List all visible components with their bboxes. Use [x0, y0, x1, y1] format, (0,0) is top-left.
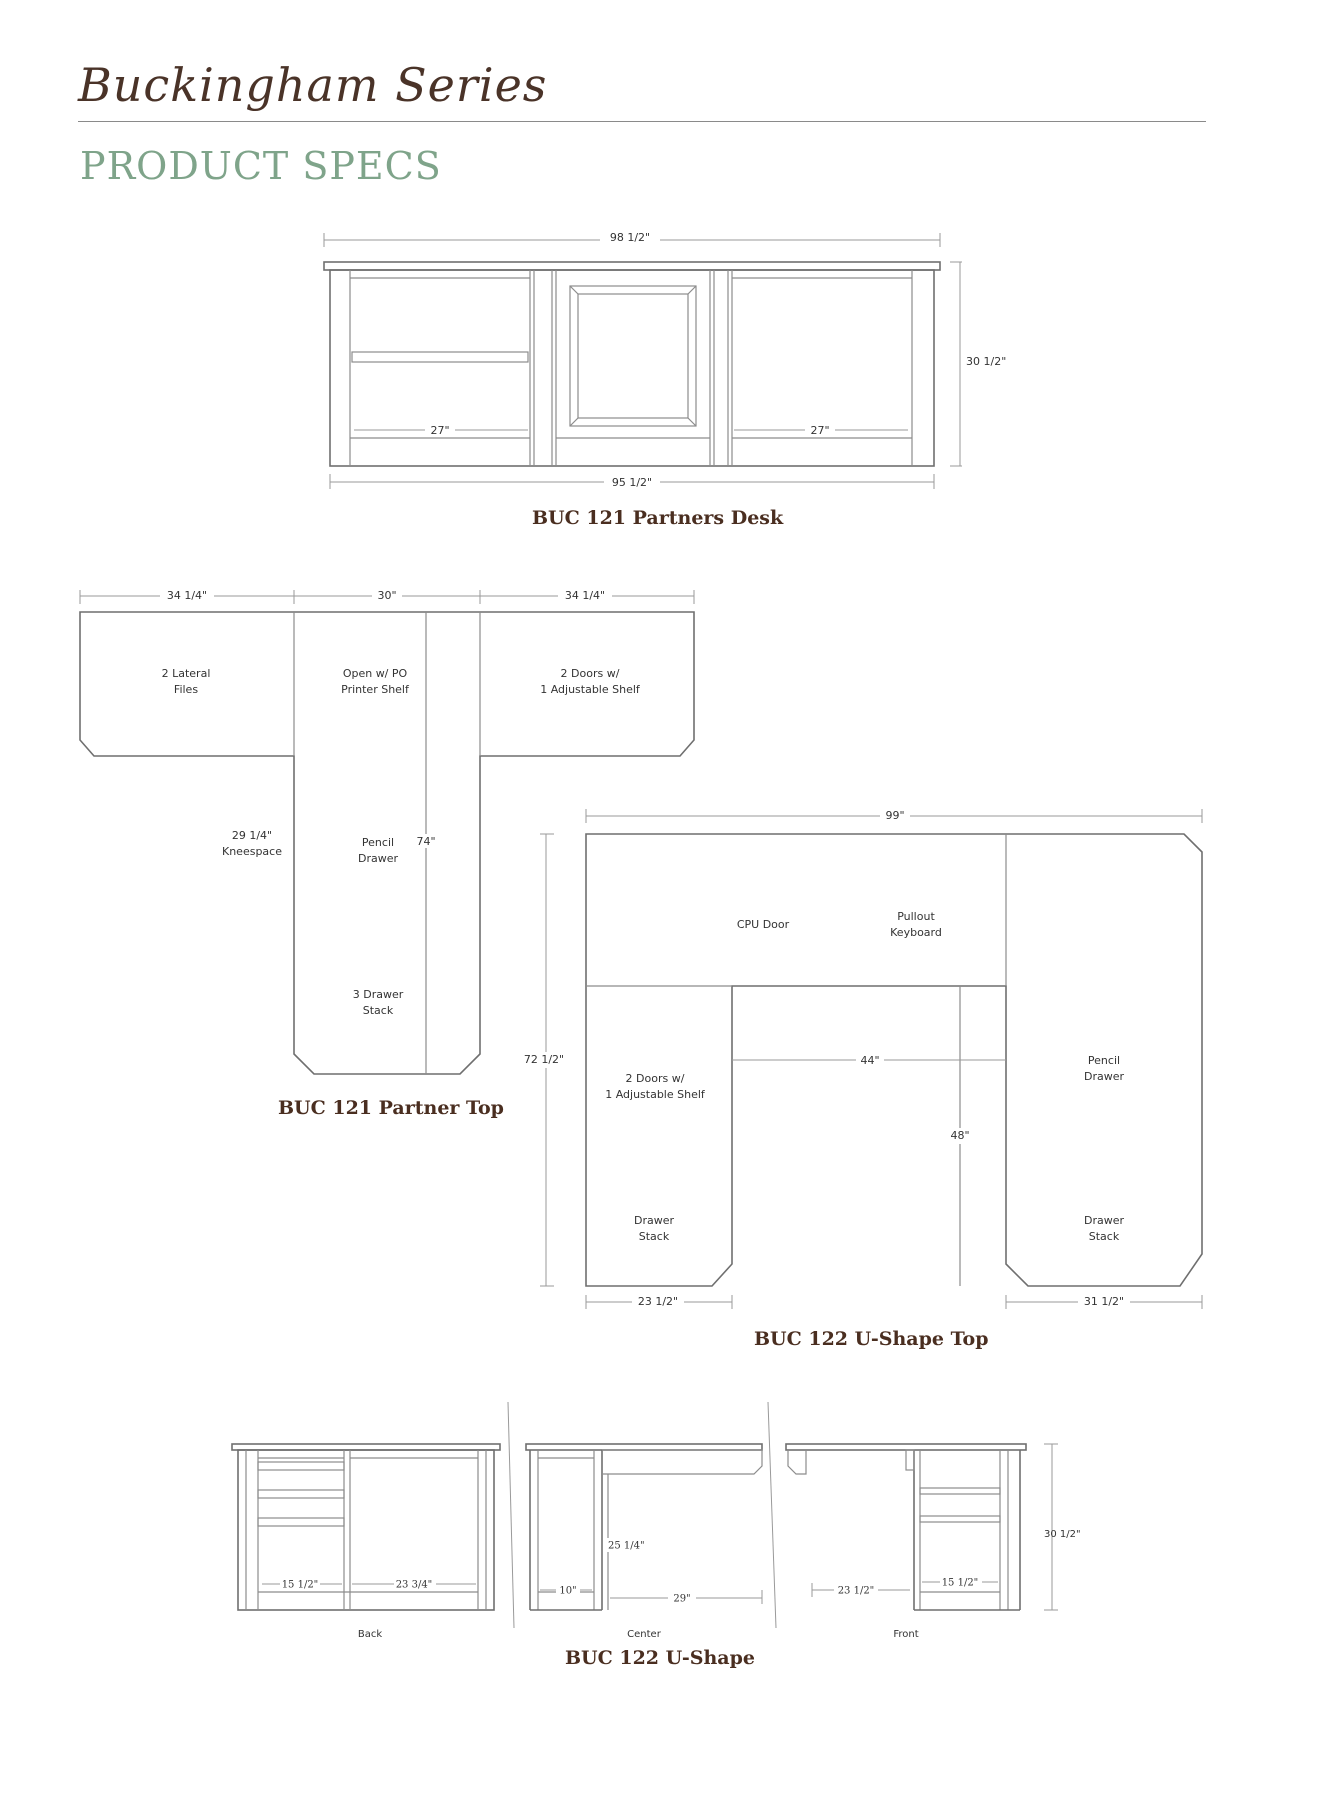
ushape-back-label: Back: [357, 1629, 383, 1640]
partner-top-right-label-1: 2 Doors w/: [560, 667, 620, 680]
partner-top-left-label-2: Files: [173, 683, 199, 696]
partner-top-center-label-2: Printer Shelf: [341, 683, 409, 696]
partner-top-dim-center: 30": [377, 589, 397, 602]
ushape-caption: BUC 122 U-Shape: [565, 1647, 755, 1669]
ushape-top-dim-left-bottom: 23 1/2": [637, 1295, 679, 1308]
partner-top-left-label-1: 2 Lateral: [161, 667, 211, 680]
partners-desk-caption: BUC 121 Partners Desk: [532, 507, 784, 529]
ushape-top-keyboard-2: Keyboard: [890, 926, 942, 939]
ushape-center-dim-h: 25 1/4": [608, 1540, 645, 1552]
partner-top-center-label-1: Open w/ PO: [342, 667, 408, 680]
ushape-back-dim-1: 15 1/2": [281, 1579, 319, 1591]
ushape-top-right-pencil-1: Pencil: [1087, 1054, 1121, 1067]
ushape-center-elevation: [526, 1444, 762, 1640]
ushape-top-dim-depth: 48": [950, 1129, 970, 1142]
partners-desk-dim-top: 98 1/2": [609, 231, 651, 244]
partner-top-kneespace-1: 29 1/4": [231, 829, 273, 842]
partners-desk-dim-bottom: 95 1/2": [611, 476, 653, 489]
partners-desk-drawing: [324, 230, 1006, 490]
series-title: Buckingham Series: [78, 58, 548, 112]
partners-desk-dim-height: 30 1/2": [966, 355, 1007, 368]
ushape-front-dim-h: 30 1/2": [1044, 1529, 1081, 1540]
ushape-top-right-drawer-2: Stack: [1088, 1230, 1120, 1243]
ushape-center-dim-1: 10": [559, 1585, 577, 1597]
partner-top-pencil-1: Pencil: [361, 836, 395, 849]
ushape-back-elevation: [232, 1444, 500, 1640]
ushape-front-label: Front: [893, 1629, 919, 1640]
ushape-top-left-doors-1: 2 Doors w/: [625, 1072, 685, 1085]
ushape-top-right-drawer-1: Drawer: [1083, 1214, 1125, 1227]
partner-top-pencil-2: Drawer: [357, 852, 399, 865]
ushape-top-caption: BUC 122 U-Shape Top: [754, 1328, 989, 1350]
partner-top-drawing: [80, 588, 694, 1074]
partner-top-dim-right: 34 1/4": [564, 589, 606, 602]
ushape-front-dim-2: 15 1/2": [941, 1577, 979, 1589]
ushape-back-dim-2: 23 3/4": [395, 1579, 433, 1591]
partners-desk-dim-left: 27": [430, 424, 450, 437]
partners-desk-dim-right: 27": [810, 424, 830, 437]
break-line-2: [768, 1402, 776, 1628]
ushape-top-cpu-label: CPU Door: [736, 918, 790, 931]
break-line-1: [508, 1402, 514, 1628]
ushape-center-dim-2: 29": [673, 1593, 691, 1605]
section-title: PRODUCT SPECS: [80, 144, 442, 188]
partner-top-dim-left: 34 1/4": [166, 589, 208, 602]
ushape-front-dim-1: 23 1/2": [837, 1585, 875, 1597]
ushape-center-label: Center: [627, 1629, 661, 1640]
ushape-top-right-pencil-2: Drawer: [1083, 1070, 1125, 1083]
partner-top-caption: BUC 121 Partner Top: [278, 1097, 504, 1119]
ushape-front-elevation: [786, 1444, 1081, 1640]
ushape-top-dim-right-bottom: 31 1/2": [1083, 1295, 1125, 1308]
ushape-top-left-drawer-2: Stack: [638, 1230, 670, 1243]
ushape-top-dim-height: 72 1/2": [523, 1053, 565, 1066]
ushape-top-dim-opening: 44": [860, 1054, 880, 1067]
partner-top-right-label-2: 1 Adjustable Shelf: [540, 683, 640, 696]
partner-top-kneespace-2: Kneespace: [222, 845, 282, 858]
partner-top-dim-length: 74": [416, 835, 436, 848]
partner-top-drawer-stack-2: Stack: [362, 1004, 394, 1017]
ushape-top-drawing: [520, 808, 1202, 1310]
ushape-top-left-drawer-1: Drawer: [633, 1214, 675, 1227]
ushape-top-left-doors-2: 1 Adjustable Shelf: [605, 1088, 705, 1101]
partner-top-drawer-stack-1: 3 Drawer: [352, 988, 404, 1001]
ushape-top-keyboard-1: Pullout: [897, 910, 935, 923]
ushape-top-dim-width: 99": [885, 809, 905, 822]
